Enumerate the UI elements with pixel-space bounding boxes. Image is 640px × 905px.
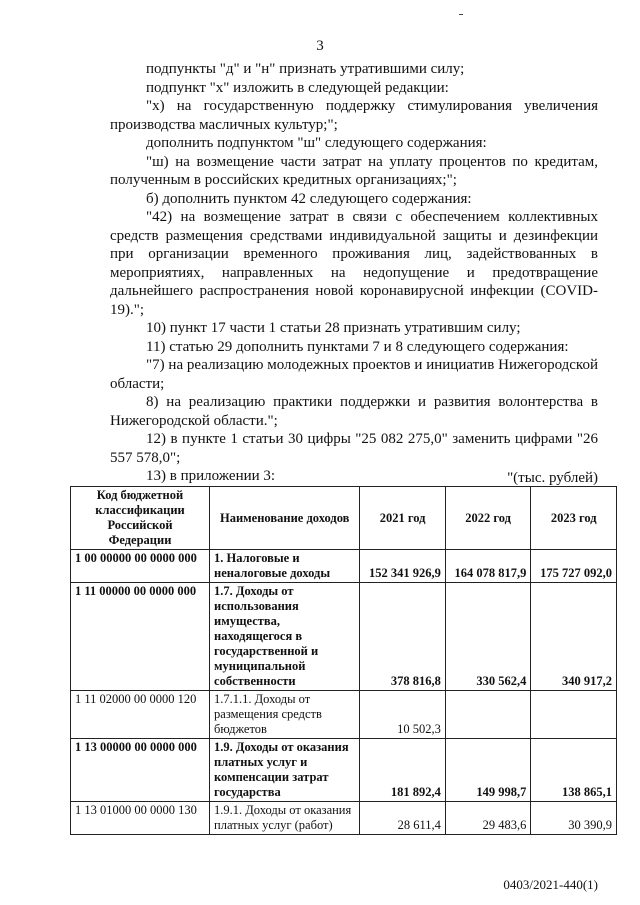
table-row [71,802,617,835]
row-2022: 29 483,6 [445,802,531,835]
paragraph: 12) в пункте 1 статьи 30 цифры "25 082 275,0" заменить цифрами "26 557 578,0"; [110,431,598,466]
row-2021: 378 816,8 [360,583,446,691]
document-number: 0403/2021-440(1) [503,877,598,892]
paragraph: подпункты "д" и "н" признать утратившими силу; [146,61,465,77]
header-2022: 2022 год [445,487,531,550]
row-code: 1 13 00000 00 0000 000 [71,739,210,802]
row-code: 1 11 00000 00 0000 000 [71,583,210,691]
table-row [71,550,617,583]
paragraph: "х) на государственную поддержку стимулирования увеличения производства масличных культур;"; [110,98,598,133]
paragraph: "42) на возмещение затрат в связи с обеспечением коллективных средств размещения средствами индивидуальной защиты и дезинфекции при организации временного проживания лиц, задействованных в мероприятиях, направленных на недопущение и предотвращение дальнейшего распространения новой коронавирусной инфекции (COVID-19)."; [110,209,598,318]
row-2021: 10 502,3 [360,691,446,739]
document-body [110,60,598,486]
row-name: 1.7. Доходы от использования имущества, находящегося в государственной и муниципальной собственности [210,583,360,691]
row-name: 1.9. Доходы от оказания платных услуг и компенсации затрат государства [210,739,360,802]
paragraph: "7) на реализацию молодежных проектов и инициатив Нижегородской области; [110,357,598,392]
paragraph: "ш) на возмещение части затрат на уплату процентов по кредитам, полученным в российских кредитных организациях;"; [110,153,598,188]
row-2023: 30 390,9 [531,802,617,835]
revenue-table [70,486,617,835]
paragraph: 8) на реализацию практики поддержки и развития волонтерства в Нижегородской области."; [110,394,598,429]
row-name: 1.7.1.1. Доходы от размещения средств бюджетов [210,691,360,739]
row-name: 1. Налоговые и неналоговые доходы [210,550,360,583]
row-2023: 138 865,1 [531,739,617,802]
header-name: Наименование доходов [210,487,360,550]
header-code: Код бюджетной классификации Российской Федерации [71,487,210,550]
row-2023 [531,691,617,739]
header-2023: 2023 год [531,487,617,550]
scan-mark [459,14,463,15]
row-2022: 149 998,7 [445,739,531,802]
row-code: 1 11 02000 00 0000 120 [71,691,210,739]
header-2021: 2021 год [360,487,446,550]
row-2021: 152 341 926,9 [360,550,446,583]
paragraph: дополнить подпунктом "ш" следующего содержания: [146,135,487,151]
row-2022: 164 078 817,9 [445,550,531,583]
table-header-row [71,487,617,550]
row-code: 1 13 01000 00 0000 130 [71,802,210,835]
row-code: 1 00 00000 00 0000 000 [71,550,210,583]
page-number: 3 [316,38,324,54]
table-row [71,739,617,802]
row-2021: 181 892,4 [360,739,446,802]
paragraph: подпункт "х" изложить в следующей редакции: [146,79,449,96]
table-row [71,583,617,691]
row-2022: 330 562,4 [445,583,531,691]
paragraph: 13) в приложении 3: [146,468,276,484]
row-2022 [445,691,531,739]
table-row [71,691,617,739]
row-name: 1.9.1. Доходы от оказания платных услуг (работ) [210,802,360,835]
unit-label: "(тыс. рублей) [507,470,598,486]
paragraph: 11) статью 29 дополнить пунктами 7 и 8 следующего содержания: [146,338,569,355]
row-2023: 340 917,2 [531,583,617,691]
paragraph: 10) пункт 17 части 1 статьи 28 признать утратившим силу; [146,320,521,336]
row-2023: 175 727 092,0 [531,550,617,583]
paragraph: б) дополнить пунктом 42 следующего содержания: [146,190,472,207]
row-2021: 28 611,4 [360,802,446,835]
